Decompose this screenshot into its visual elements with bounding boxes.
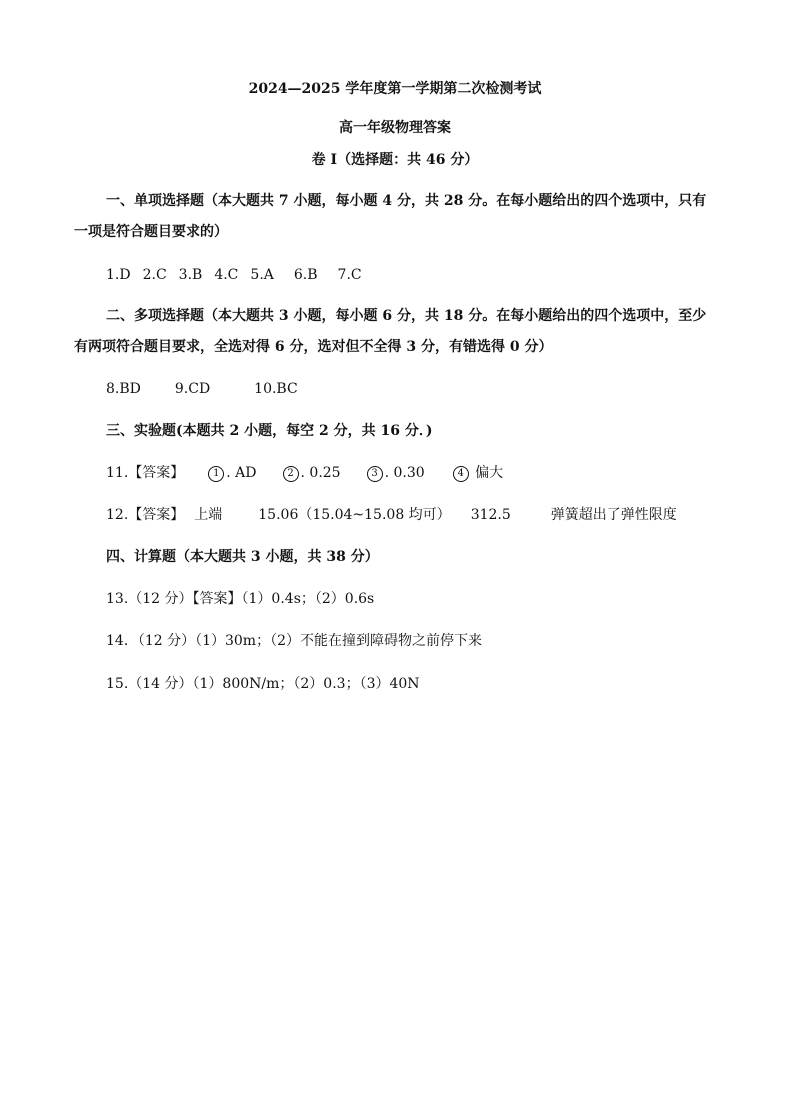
q11-item-4: 偏大 bbox=[470, 465, 504, 481]
q15-answer: 15.（14 分）（1）800N/m；（2）0.3；（3）40N bbox=[106, 676, 420, 692]
q11-item-2: . 0.25 bbox=[300, 465, 341, 481]
section1-heading-line2: 一项是符合题目要求的） bbox=[74, 224, 228, 240]
subject-title: 高一年级物理答案 bbox=[339, 120, 451, 136]
exam-title: 2024—2025 学年度第一学期第二次检测考试 bbox=[248, 81, 542, 97]
answer-7: 7.C bbox=[337, 267, 362, 283]
answer-2: 2.C bbox=[142, 267, 167, 283]
volume-title: 卷 I（选择题：共 46 分） bbox=[311, 152, 479, 168]
section2-heading-line1: 二、多项选择题（本大题共 3 小题，每小题 6 分，共 18 分。在每小题给出的四个选项中，至少 bbox=[106, 308, 707, 324]
q12-answer-4: 弹簧超出了弹性限度 bbox=[550, 507, 677, 523]
section3-heading: 三、实验题(本题共 2 小题，每空 2 分，共 16 分．) bbox=[106, 423, 433, 439]
answer-4: 4.C bbox=[214, 267, 239, 283]
q11-prefix: 11.【答案】 bbox=[106, 465, 185, 481]
q14-answer: 14．（12 分）（1）30m；（2）不能在撞到障碍物之前停下来 bbox=[106, 633, 482, 649]
q11-item-1: . AD bbox=[226, 465, 257, 481]
section1-heading-line1: 一、单项选择题（本大题共 7 小题，每小题 4 分，共 28 分。在每小题给出的四个选项中，只有 bbox=[106, 193, 707, 209]
answer-1: 1.D bbox=[106, 267, 131, 283]
answer-8: 8.BD bbox=[106, 381, 141, 397]
section4-heading: 四、计算题（本大题共 3 小题，共 38 分） bbox=[106, 549, 379, 565]
circled-number: 1 bbox=[208, 466, 224, 482]
q12-answer-2: 15.06（15.04~15.08 均可） bbox=[258, 507, 451, 523]
circled-number: 3 bbox=[367, 466, 383, 482]
section2-answers bbox=[106, 380, 298, 398]
answer-6: 6.B bbox=[293, 267, 318, 283]
answer-3: 3.B bbox=[178, 267, 203, 283]
q11-item-3: . 0.30 bbox=[384, 465, 425, 481]
q12-answer-3: 312.5 bbox=[470, 507, 511, 523]
q13-answer: 13.（12 分）【答案】（1）0.4s；（2）0.6s bbox=[106, 591, 375, 607]
section1-answers bbox=[106, 266, 362, 284]
answer-9: 9.CD bbox=[174, 381, 211, 397]
section2-heading-line2: 有两项符合题目要求，全选对得 6 分，选对但不全得 3 分，有错选得 0 分） bbox=[74, 339, 553, 355]
answer-10: 10.BC bbox=[254, 381, 298, 397]
q11-answer bbox=[106, 464, 503, 482]
answer-5: 5.A bbox=[250, 267, 274, 283]
circled-number: 2 bbox=[283, 466, 299, 482]
q12-answer-1: 上端 bbox=[194, 507, 223, 523]
q12-answer bbox=[106, 506, 677, 524]
q12-prefix: 12.【答案】 bbox=[106, 507, 185, 523]
circled-number: 4 bbox=[453, 466, 469, 482]
